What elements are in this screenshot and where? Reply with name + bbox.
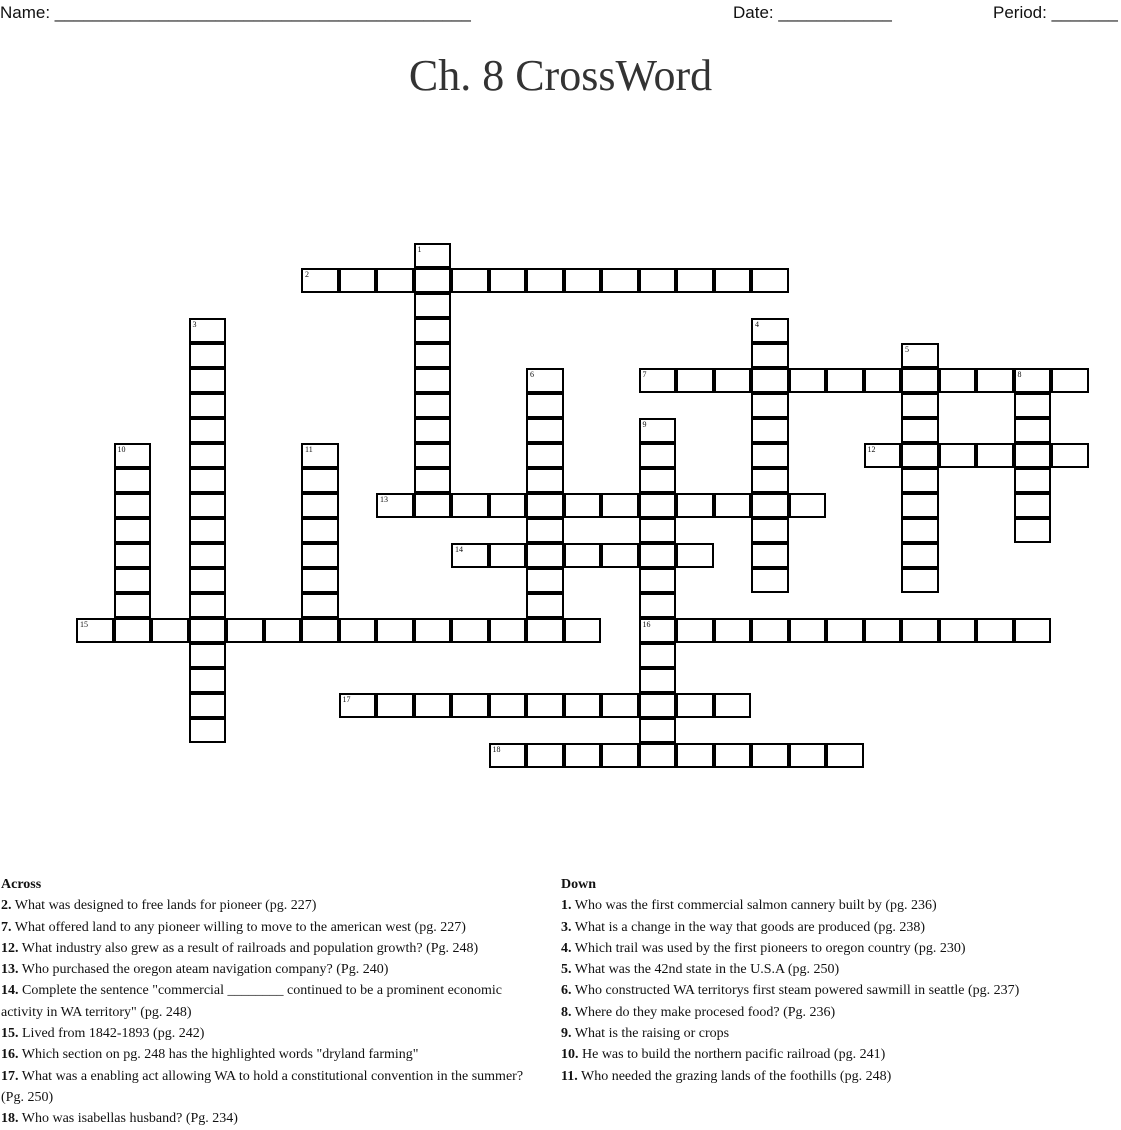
clue-item <box>561 959 1121 980</box>
cell-number: 10 <box>117 445 126 454</box>
grid-cell[interactable] <box>1014 618 1052 643</box>
clue-number: 17. <box>1 1068 19 1084</box>
cell-number: 12 <box>867 445 876 454</box>
grid-cell[interactable] <box>639 443 677 468</box>
clue-item <box>561 1002 1121 1023</box>
grid-cell[interactable] <box>639 718 677 743</box>
grid-cell[interactable] <box>526 693 564 718</box>
grid-cell[interactable] <box>901 493 939 518</box>
grid-cell[interactable] <box>601 543 639 568</box>
grid-cell[interactable] <box>526 418 564 443</box>
grid-cell[interactable] <box>526 443 564 468</box>
clue-text: He was to build the northern pacific railroad (pg. 241) <box>578 1047 886 1063</box>
grid-cell[interactable] <box>751 343 789 368</box>
clue-number: 8. <box>561 1004 572 1020</box>
clue-number: 14. <box>1 983 19 999</box>
page-title: Ch. 8 CrossWord <box>408 51 713 100</box>
grid-cell[interactable] <box>714 268 752 293</box>
grid-cell[interactable] <box>676 743 714 768</box>
clue-number: 12. <box>1 940 19 956</box>
cell-number: 14 <box>455 545 463 554</box>
grid-cell[interactable] <box>639 268 677 293</box>
grid-cell[interactable] <box>414 293 452 318</box>
grid-cell[interactable] <box>451 493 489 518</box>
grid-cell[interactable] <box>114 468 152 493</box>
clue-text: Who was the first commercial salmon cannery built by (pg. 236) <box>571 898 937 914</box>
grid-cell[interactable] <box>451 618 489 643</box>
grid-cell[interactable] <box>789 743 827 768</box>
grid-cell[interactable] <box>676 268 714 293</box>
grid-cell[interactable] <box>189 618 227 643</box>
cell-number: 13 <box>380 495 388 504</box>
grid-cell[interactable] <box>601 693 639 718</box>
grid-cell[interactable] <box>751 268 789 293</box>
grid-cell[interactable] <box>789 368 827 393</box>
grid-cell[interactable] <box>676 368 714 393</box>
grid-cell[interactable] <box>601 268 639 293</box>
clue-text: Who constructed WA territorys first steam powered sawmill in seattle (pg. 237) <box>571 983 1020 999</box>
grid-cell[interactable] <box>189 643 227 668</box>
grid-cell[interactable] <box>901 568 939 593</box>
grid-cell[interactable] <box>939 443 977 468</box>
grid-cell[interactable] <box>714 693 752 718</box>
grid-cell[interactable] <box>639 493 677 518</box>
grid-cell[interactable] <box>526 568 564 593</box>
grid-cell[interactable] <box>414 318 452 343</box>
grid-cell[interactable] <box>714 493 752 518</box>
grid-cell[interactable] <box>189 418 227 443</box>
cell-number: 6 <box>530 370 534 379</box>
grid-cell[interactable] <box>564 693 602 718</box>
clue-number: 2. <box>1 898 12 914</box>
grid-cell[interactable] <box>526 493 564 518</box>
grid-cell[interactable] <box>639 518 677 543</box>
grid-cell[interactable] <box>676 493 714 518</box>
grid-cell[interactable] <box>714 368 752 393</box>
clue-text: Which section on pg. 248 has the highlighted words "dryland farming" <box>18 1047 419 1063</box>
grid-cell[interactable] <box>676 693 714 718</box>
grid-cell[interactable] <box>301 268 339 293</box>
grid-cell[interactable] <box>189 593 227 618</box>
cell-number: 18 <box>492 745 501 754</box>
grid-cell[interactable] <box>751 393 789 418</box>
grid-cell[interactable] <box>639 368 677 393</box>
grid-cell[interactable] <box>826 368 864 393</box>
clue-item <box>1 959 561 980</box>
grid-cell[interactable] <box>1014 418 1052 443</box>
cell-number: 16 <box>642 620 651 629</box>
grid-cell[interactable] <box>639 568 677 593</box>
grid-cell[interactable] <box>189 368 227 393</box>
cell-number: 11 <box>305 445 313 454</box>
clue-item <box>561 917 1121 938</box>
grid-cell[interactable] <box>114 543 152 568</box>
grid-cell[interactable] <box>414 343 452 368</box>
grid-cell[interactable] <box>901 468 939 493</box>
clue-number: 11. <box>561 1068 578 1084</box>
grid-cell[interactable] <box>414 268 452 293</box>
grid-cell[interactable] <box>376 693 414 718</box>
grid-cell[interactable] <box>414 393 452 418</box>
grid-cell[interactable] <box>189 318 227 343</box>
clue-item <box>561 895 1121 916</box>
clue-text: What is the raising or crops <box>571 1026 730 1042</box>
grid-cell[interactable] <box>76 618 114 643</box>
grid-cell[interactable] <box>751 318 789 343</box>
grid-cell[interactable] <box>639 643 677 668</box>
grid-cell[interactable] <box>789 618 827 643</box>
clue-item <box>561 980 1121 1001</box>
grid-cell[interactable] <box>751 468 789 493</box>
clue-item <box>1 1108 561 1129</box>
grid-cell[interactable] <box>526 468 564 493</box>
grid-cell[interactable] <box>339 693 377 718</box>
grid-cell[interactable] <box>414 468 452 493</box>
clue-item <box>1 1002 561 1023</box>
grid-cell[interactable] <box>414 368 452 393</box>
clue-number: 16. <box>1 1047 19 1063</box>
grid-cell[interactable] <box>189 568 227 593</box>
grid-cell[interactable] <box>489 493 527 518</box>
grid-cell[interactable] <box>939 368 977 393</box>
cell-number: 1 <box>417 245 422 254</box>
grid-cell[interactable] <box>751 493 789 518</box>
clue-item <box>1 938 561 959</box>
grid-cell[interactable] <box>489 543 527 568</box>
grid-cell[interactable] <box>639 593 677 618</box>
grid-cell[interactable] <box>301 543 339 568</box>
grid-cell[interactable] <box>639 743 677 768</box>
grid-cell[interactable] <box>189 343 227 368</box>
clue-text: Who purchased the oregon ateam navigation company? (Pg. 240) <box>18 962 389 978</box>
clue-number: 15. <box>1 1026 19 1042</box>
grid-cell[interactable] <box>939 618 977 643</box>
clue-number: 7. <box>1 919 12 935</box>
clue-item <box>561 1044 1121 1065</box>
clue-text: What was a enabling act allowing WA to hold a constitutional convention in the summer? <box>18 1068 524 1084</box>
clue-text: activity in WA territory" (pg. 248) <box>1 1004 192 1020</box>
grid-cell[interactable] <box>376 618 414 643</box>
grid-cell[interactable] <box>189 493 227 518</box>
grid-cell[interactable] <box>1014 468 1052 493</box>
clue-item <box>1 1087 561 1108</box>
cell-number: 3 <box>192 320 197 329</box>
grid-cell[interactable] <box>601 493 639 518</box>
grid-cell[interactable] <box>751 543 789 568</box>
grid-cell[interactable] <box>451 693 489 718</box>
grid-cell[interactable] <box>1051 443 1089 468</box>
clue-item <box>1 895 561 916</box>
cell-number: 4 <box>755 320 759 329</box>
grid-cell[interactable] <box>564 543 602 568</box>
clue-number: 1. <box>561 898 572 914</box>
grid-cell[interactable] <box>639 668 677 693</box>
grid-cell[interactable] <box>189 443 227 468</box>
grid-cell[interactable] <box>189 668 227 693</box>
cell-number: 17 <box>342 695 351 704</box>
grid-cell[interactable] <box>189 518 227 543</box>
period-field[interactable]: Period: _______ <box>993 3 1118 22</box>
clue-item <box>1 917 561 938</box>
grid-cell[interactable] <box>376 493 414 518</box>
clue-number: 13. <box>1 962 19 978</box>
grid-cell[interactable] <box>301 593 339 618</box>
grid-cell[interactable] <box>864 368 902 393</box>
grid-cell[interactable] <box>564 743 602 768</box>
grid-cell[interactable] <box>151 618 189 643</box>
grid-cell[interactable] <box>564 268 602 293</box>
grid-cell[interactable] <box>751 743 789 768</box>
grid-cell[interactable] <box>901 393 939 418</box>
grid-cell[interactable] <box>414 418 452 443</box>
clue-item <box>561 1066 1121 1087</box>
grid-cell[interactable] <box>901 618 939 643</box>
grid-cell[interactable] <box>189 393 227 418</box>
grid-cell[interactable] <box>1014 368 1052 393</box>
grid-cell[interactable] <box>1014 443 1052 468</box>
clue-item <box>561 938 1121 959</box>
grid-cell[interactable] <box>489 743 527 768</box>
grid-cell[interactable] <box>1014 393 1052 418</box>
grid-cell[interactable] <box>976 618 1014 643</box>
grid-cell[interactable] <box>414 618 452 643</box>
clue-number: 4. <box>561 940 572 956</box>
clue-text: What is a change in the way that goods are produced (pg. 238) <box>571 919 926 935</box>
grid-cell[interactable] <box>526 743 564 768</box>
clue-number: 18. <box>1 1111 19 1127</box>
clue-text: Who needed the grazing lands of the foothills (pg. 248) <box>577 1068 892 1084</box>
grid-cell[interactable] <box>114 593 152 618</box>
grid-cell[interactable] <box>526 393 564 418</box>
grid-cell[interactable] <box>226 618 264 643</box>
grid-cell[interactable] <box>526 618 564 643</box>
grid-cell[interactable] <box>864 443 902 468</box>
grid-cell[interactable] <box>639 618 677 643</box>
grid-cell[interactable] <box>114 518 152 543</box>
grid-cell[interactable] <box>301 518 339 543</box>
grid-cell[interactable] <box>1051 368 1089 393</box>
grid-cell[interactable] <box>489 268 527 293</box>
cell-number: 7 <box>642 370 647 379</box>
grid-cell[interactable] <box>189 468 227 493</box>
cell-number: 2 <box>305 270 309 279</box>
clue-text: (Pg. 250) <box>1 1089 54 1105</box>
grid-cell[interactable] <box>114 493 152 518</box>
grid-cell[interactable] <box>751 618 789 643</box>
grid-cell[interactable] <box>414 493 452 518</box>
clue-item <box>561 1023 1121 1044</box>
grid-cell[interactable] <box>489 618 527 643</box>
grid-cell[interactable] <box>189 693 227 718</box>
clue-text: What was the 42nd state in the U.S.A (pg. 250) <box>571 962 840 978</box>
grid-cell[interactable] <box>826 618 864 643</box>
clue-item <box>1 1066 561 1087</box>
across-heading: Across <box>1 877 42 892</box>
grid-cell[interactable] <box>639 468 677 493</box>
grid-cell[interactable] <box>976 368 1014 393</box>
cell-number: 9 <box>642 420 647 429</box>
grid-cell[interactable] <box>601 743 639 768</box>
clue-text: What was designed to free lands for pioneer (pg. 227) <box>11 898 317 914</box>
down-heading: Down <box>561 877 597 892</box>
grid-cell[interactable] <box>339 268 377 293</box>
grid-cell[interactable] <box>789 493 827 518</box>
grid-cell[interactable] <box>639 693 677 718</box>
grid-cell[interactable] <box>751 368 789 393</box>
across-clues <box>1 874 561 1130</box>
grid-cell[interactable] <box>301 468 339 493</box>
clue-number: 5. <box>561 962 572 978</box>
grid-cell[interactable] <box>751 443 789 468</box>
down-clues <box>561 874 1121 1087</box>
grid-cell[interactable] <box>264 618 302 643</box>
grid-cell[interactable] <box>114 618 152 643</box>
grid-cell[interactable] <box>339 618 377 643</box>
clue-text: Where do they make procesed food? (Pg. 236) <box>571 1004 836 1020</box>
date-field[interactable]: Date: ____________ <box>733 3 892 22</box>
clue-item <box>1 980 561 1001</box>
grid-cell[interactable] <box>564 493 602 518</box>
clue-text: Who was isabellas husband? (Pg. 234) <box>18 1111 238 1127</box>
grid-cell[interactable] <box>639 543 677 568</box>
grid-cell[interactable] <box>714 618 752 643</box>
grid-cell[interactable] <box>301 443 339 468</box>
clue-item <box>1 1023 561 1044</box>
grid-cell[interactable] <box>526 543 564 568</box>
clue-text: Complete the sentence "commercial ________ continued to be a prominent economic <box>18 983 503 999</box>
clue-number: 10. <box>561 1047 579 1063</box>
grid-cell[interactable] <box>901 368 939 393</box>
grid-cell[interactable] <box>564 618 602 643</box>
grid-cell[interactable] <box>864 618 902 643</box>
grid-cell[interactable] <box>414 443 452 468</box>
cell-number: 8 <box>1017 370 1022 379</box>
clue-number: 9. <box>561 1026 572 1042</box>
clue-text: What industry also grew as a result of railroads and population growth? (Pg. 248) <box>18 940 479 956</box>
grid-cell[interactable] <box>826 743 864 768</box>
clue-text: Which trail was used by the first pioneers to oregon country (pg. 230) <box>571 940 966 956</box>
clue-number: 3. <box>561 919 572 935</box>
grid-cell[interactable] <box>114 443 152 468</box>
grid-cell[interactable] <box>526 268 564 293</box>
grid-cell[interactable] <box>901 418 939 443</box>
grid-cell[interactable] <box>526 518 564 543</box>
grid-cell[interactable] <box>751 568 789 593</box>
grid-cell[interactable] <box>301 568 339 593</box>
cell-number: 5 <box>905 345 909 354</box>
grid-cell[interactable] <box>526 593 564 618</box>
grid-cell[interactable] <box>526 368 564 393</box>
grid-cell[interactable] <box>1014 518 1052 543</box>
grid-cell[interactable] <box>901 343 939 368</box>
clue-text: What offered land to any pioneer willing to move to the american west (pg. 227) <box>11 919 466 935</box>
grid-cell[interactable] <box>676 543 714 568</box>
grid-cell[interactable] <box>189 543 227 568</box>
grid-cell[interactable] <box>189 718 227 743</box>
clue-number: 6. <box>561 983 572 999</box>
grid-cell[interactable] <box>901 443 939 468</box>
grid-cell[interactable] <box>751 418 789 443</box>
grid-cell[interactable] <box>114 568 152 593</box>
grid-cell[interactable] <box>1014 493 1052 518</box>
grid-cell[interactable] <box>376 268 414 293</box>
grid-cell[interactable] <box>751 518 789 543</box>
grid-cell[interactable] <box>451 543 489 568</box>
grid-cell[interactable] <box>489 693 527 718</box>
grid-cell[interactable] <box>414 693 452 718</box>
grid-cell[interactable] <box>714 743 752 768</box>
grid-cell[interactable] <box>676 618 714 643</box>
clue-text: Lived from 1842-1893 (pg. 242) <box>18 1026 205 1042</box>
grid-cell[interactable] <box>976 443 1014 468</box>
grid-cell[interactable] <box>301 493 339 518</box>
grid-cell[interactable] <box>414 243 452 268</box>
name-field[interactable]: Name: ____________________________________________ <box>0 3 471 22</box>
grid-cell[interactable] <box>639 418 677 443</box>
grid-cell[interactable] <box>901 543 939 568</box>
grid-cell[interactable] <box>901 518 939 543</box>
clue-item <box>1 1044 561 1065</box>
cell-number: 15 <box>80 620 88 629</box>
grid-cell[interactable] <box>451 268 489 293</box>
grid-cell[interactable] <box>301 618 339 643</box>
